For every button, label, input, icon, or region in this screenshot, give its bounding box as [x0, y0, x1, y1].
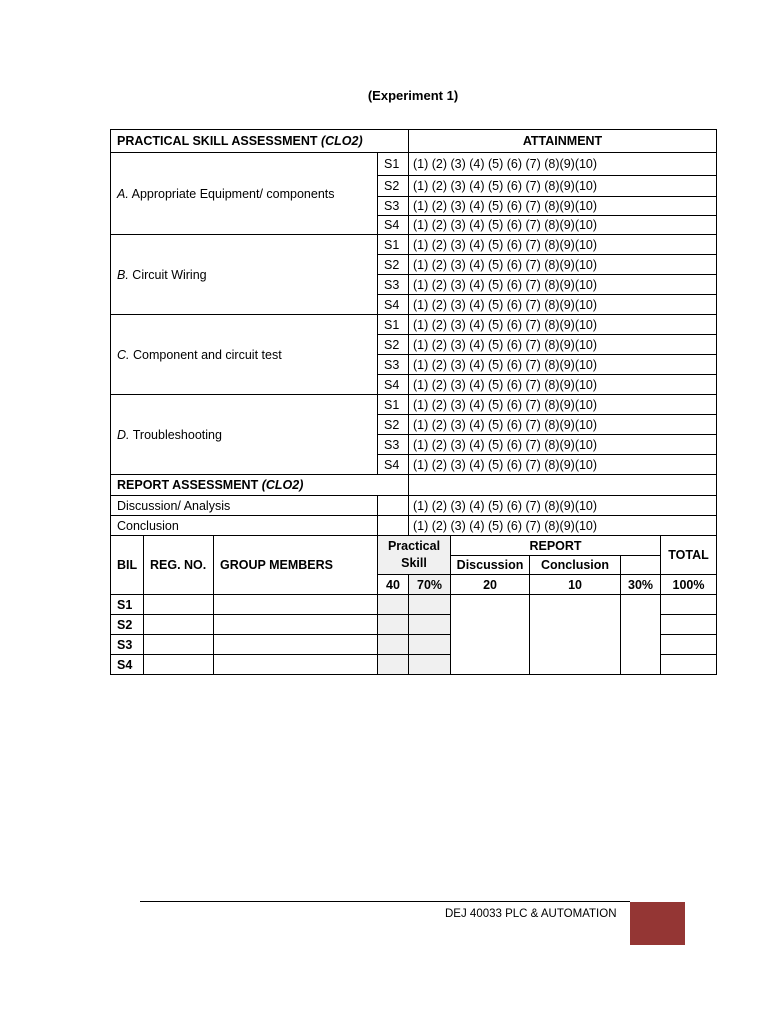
rating-scale[interactable]: (1) (2) (3) (4) (5) (6) (7) (8)(9)(10) — [409, 255, 717, 275]
total-cell[interactable] — [661, 655, 717, 675]
table-row — [111, 595, 717, 615]
student-label: S2 — [378, 415, 409, 435]
criterion-b: B. Circuit Wiring — [111, 235, 378, 315]
student-label: S4 — [378, 295, 409, 315]
practical-percent-cell[interactable] — [409, 615, 451, 635]
page-title: (Experiment 1) — [367, 88, 459, 103]
row-label: S3 — [111, 635, 144, 655]
rating-scale[interactable]: (1) (2) (3) (4) (5) (6) (7) (8)(9)(10) — [409, 335, 717, 355]
rating-scale[interactable]: (1) (2) (3) (4) (5) (6) (7) (8)(9)(10) — [409, 315, 717, 335]
student-label: S3 — [378, 435, 409, 455]
student-label: S3 — [378, 275, 409, 295]
practical-skill-header: Practical Skill — [378, 536, 451, 575]
student-label: S4 — [378, 375, 409, 395]
rating-scale[interactable]: (1) (2) (3) (4) (5) (6) (7) (8)(9)(10) — [409, 197, 717, 216]
student-label: S1 — [378, 153, 409, 176]
assessment-table — [110, 129, 717, 675]
report-item-discussion: Discussion/ Analysis — [111, 496, 378, 516]
rating-scale[interactable]: (1) (2) (3) (4) (5) (6) (7) (8)(9)(10) — [409, 455, 717, 475]
empty-cell — [378, 496, 409, 516]
practical-percent: 70% — [409, 575, 451, 595]
rating-scale[interactable]: (1) (2) (3) (4) (5) (6) (7) (8)(9)(10) — [409, 395, 717, 415]
report-header: REPORT — [451, 536, 661, 556]
report-assessment-header: REPORT ASSESSMENT (CLO2) — [111, 475, 409, 496]
report-percent: 30% — [621, 575, 661, 595]
rating-scale[interactable]: (1) (2) (3) (4) (5) (6) (7) (8)(9)(10) — [409, 216, 717, 235]
reg-no-cell[interactable] — [144, 635, 214, 655]
rating-scale[interactable]: (1) (2) (3) (4) (5) (6) (7) (8)(9)(10) — [409, 275, 717, 295]
total-percent: 100% — [661, 575, 717, 595]
student-label: S2 — [378, 335, 409, 355]
student-label: S1 — [378, 315, 409, 335]
criterion-a: A. Appropriate Equipment/ components — [111, 153, 378, 235]
empty-cell — [378, 516, 409, 536]
attainment-header: ATTAINMENT — [409, 130, 717, 153]
criterion-d: D. Troubleshooting — [111, 395, 378, 475]
student-label: S3 — [378, 355, 409, 375]
bil-header: BIL — [111, 536, 144, 595]
row-label: S4 — [111, 655, 144, 675]
reg-no-header: REG. NO. — [144, 536, 214, 595]
discussion-marks-cell[interactable] — [451, 595, 530, 675]
rating-scale[interactable]: (1) (2) (3) (4) (5) (6) (7) (8)(9)(10) — [409, 375, 717, 395]
report-percent-cell[interactable] — [621, 595, 661, 675]
rating-scale[interactable]: (1) (2) (3) (4) (5) (6) (7) (8)(9)(10) — [409, 435, 717, 455]
discussion-marks: 20 — [451, 575, 530, 595]
total-header: TOTAL — [661, 536, 717, 575]
practical-marks-cell[interactable] — [378, 635, 409, 655]
footer-course-title: DEJ 40033 PLC & AUTOMATION — [445, 908, 617, 920]
student-label: S1 — [378, 395, 409, 415]
reg-no-cell[interactable] — [144, 655, 214, 675]
practical-percent-cell[interactable] — [409, 635, 451, 655]
practical-marks: 40 — [378, 575, 409, 595]
rating-scale[interactable]: (1) (2) (3) (4) (5) (6) (7) (8)(9)(10) — [409, 415, 717, 435]
conclusion-header: Conclusion — [530, 556, 621, 575]
rating-scale[interactable]: (1) (2) (3) (4) (5) (6) (7) (8)(9)(10) — [409, 295, 717, 315]
member-name-cell[interactable] — [214, 595, 378, 615]
student-label: S4 — [378, 216, 409, 235]
conclusion-marks: 10 — [530, 575, 621, 595]
student-label: S2 — [378, 255, 409, 275]
empty-cell — [409, 475, 717, 496]
reg-no-cell[interactable] — [144, 615, 214, 635]
practical-skill-header: PRACTICAL SKILL ASSESSMENT (CLO2) — [111, 130, 409, 153]
student-label: S2 — [378, 176, 409, 197]
total-cell[interactable] — [661, 635, 717, 655]
criterion-c: C. Component and circuit test — [111, 315, 378, 395]
student-label: S3 — [378, 197, 409, 216]
row-label: S2 — [111, 615, 144, 635]
conclusion-marks-cell[interactable] — [530, 595, 621, 675]
rating-scale[interactable]: (1) (2) (3) (4) (5) (6) (7) (8)(9)(10) — [409, 153, 717, 176]
practical-marks-cell[interactable] — [378, 655, 409, 675]
rating-scale[interactable]: (1) (2) (3) (4) (5) (6) (7) (8)(9)(10) — [409, 176, 717, 197]
footer-rule — [140, 901, 630, 902]
practical-marks-cell[interactable] — [378, 615, 409, 635]
total-cell[interactable] — [661, 595, 717, 615]
reg-no-cell[interactable] — [144, 595, 214, 615]
discussion-header: Discussion — [451, 556, 530, 575]
member-name-cell[interactable] — [214, 615, 378, 635]
report-item-conclusion: Conclusion — [111, 516, 378, 536]
rating-scale[interactable]: (1) (2) (3) (4) (5) (6) (7) (8)(9)(10) — [409, 235, 717, 255]
rating-scale[interactable]: (1) (2) (3) (4) (5) (6) (7) (8)(9)(10) — [409, 516, 717, 536]
student-label: S4 — [378, 455, 409, 475]
rating-scale[interactable]: (1) (2) (3) (4) (5) (6) (7) (8)(9)(10) — [409, 355, 717, 375]
practical-percent-cell[interactable] — [409, 595, 451, 615]
rating-scale[interactable]: (1) (2) (3) (4) (5) (6) (7) (8)(9)(10) — [409, 496, 717, 516]
member-name-cell[interactable] — [214, 635, 378, 655]
footer-accent-block — [630, 902, 685, 945]
practical-percent-cell[interactable] — [409, 655, 451, 675]
empty-cell — [621, 556, 661, 575]
row-label: S1 — [111, 595, 144, 615]
group-members-header: GROUP MEMBERS — [214, 536, 378, 595]
student-label: S1 — [378, 235, 409, 255]
total-cell[interactable] — [661, 615, 717, 635]
member-name-cell[interactable] — [214, 655, 378, 675]
practical-marks-cell[interactable] — [378, 595, 409, 615]
